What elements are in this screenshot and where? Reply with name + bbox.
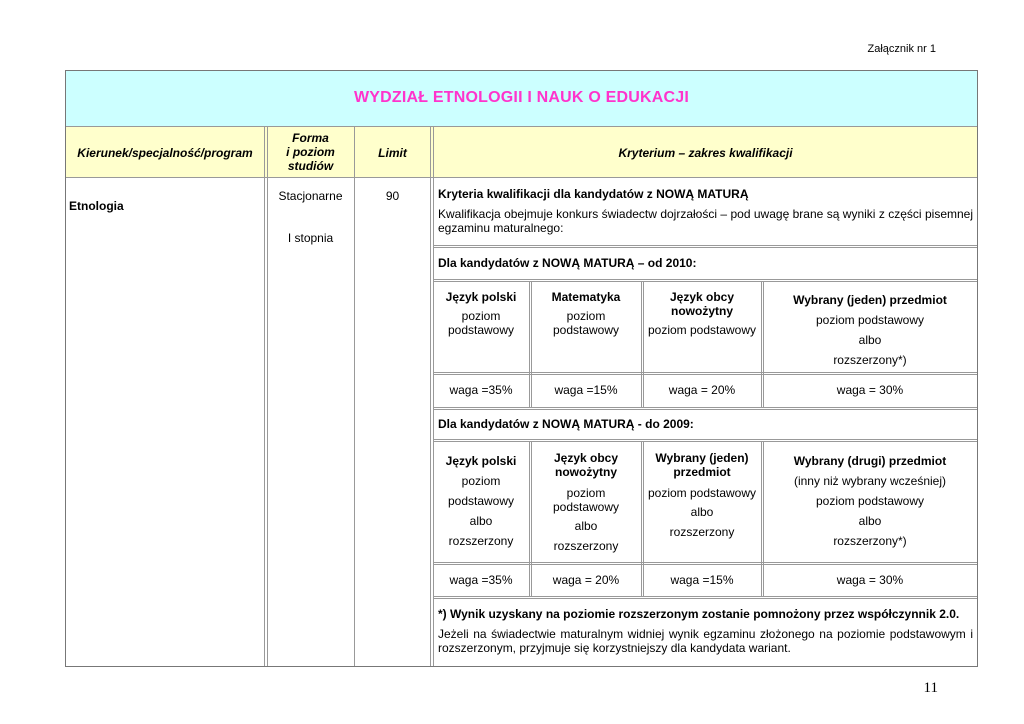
faculty-title: WYDZIAŁ ETNOLOGII I NAUK O EDUKACJI [354, 89, 689, 106]
header-form-line: Forma [292, 131, 329, 145]
subject-level: poziom [566, 309, 606, 323]
divider [433, 409, 977, 410]
divider [267, 127, 268, 666]
divider [430, 127, 431, 666]
subject-level: rozszerzony [448, 534, 514, 548]
divider [433, 247, 977, 248]
subject-level: poziom [461, 474, 501, 488]
divider [433, 245, 977, 246]
subject-name: Język polski [445, 290, 517, 304]
subject-name: przedmiot [673, 465, 731, 479]
divider [641, 281, 642, 407]
subject-name: Język polski [445, 454, 517, 468]
subject-name: nowożytny [671, 304, 733, 318]
subject-level: albo [858, 514, 882, 528]
divider [433, 564, 977, 565]
header-form-line: i poziom [286, 145, 335, 159]
subject-cell [763, 290, 977, 370]
section-2009-heading: Dla kandydatów z NOWĄ MATURĄ - do 2009: [438, 417, 694, 431]
weight-cell: waga = 20% [668, 383, 736, 397]
annex-label: Załącznik nr 1 [867, 43, 936, 55]
subject-level: albo [574, 519, 598, 533]
header-form-line: studiów [287, 159, 334, 173]
subject-name: Matematyka [551, 290, 621, 304]
note-text: Jeżeli na świadectwie maturalnym widniej wynik egzaminu złożonego na poziomie podstawowym i rozszerzonym, przyjmuje się korzystniejszy dla kandydata wariant. [438, 627, 973, 655]
page-number: 11 [923, 680, 938, 696]
subject-level: rozszerzony*) [833, 534, 907, 548]
subject-level: rozszerzony*) [833, 353, 907, 367]
header-program: Kierunek/specjalność/program [77, 146, 253, 160]
subject-name: Język obcy [553, 451, 619, 465]
weight-cell: waga = 30% [836, 383, 904, 397]
weight-cell: waga =15% [670, 573, 734, 587]
subject-name: Wybrany (drugi) przedmiot [793, 454, 947, 468]
subject-level: podstawowy [552, 323, 620, 337]
subject-cell [531, 290, 641, 337]
subject-cell [531, 451, 641, 553]
subject-name: Wybrany (jeden) przedmiot [793, 293, 947, 307]
subject-level: poziom podstawowy [647, 323, 757, 337]
subject-level: (inny niż wybrany wcześniej) [793, 474, 947, 488]
subject-level: poziom podstawowy [647, 486, 757, 500]
subject-level: podstawowy [552, 500, 620, 514]
subject-level: rozszerzony [669, 525, 735, 539]
divider [433, 279, 977, 280]
note-bold: *) Wynik uzyskany na poziomie rozszerzonym zostanie pomnożony przez współczynnik 2.0. [438, 607, 960, 621]
subject-name: Wybrany (jeden) [655, 451, 749, 465]
divider [433, 407, 977, 408]
divider [433, 562, 977, 563]
subject-level: poziom [461, 309, 501, 323]
header-form [267, 131, 354, 173]
subject-level: poziom [566, 486, 606, 500]
divider [529, 441, 530, 596]
subject-cell [433, 290, 529, 337]
subject-cell [643, 290, 761, 337]
weight-cell: waga =35% [449, 383, 513, 397]
subject-level: podstawowy [447, 494, 515, 508]
subject-cell [433, 451, 529, 551]
subject-cell [763, 451, 977, 551]
subject-level: albo [469, 514, 493, 528]
divider [641, 441, 642, 596]
divider [761, 281, 762, 407]
divider [433, 374, 977, 375]
subject-level: albo [858, 333, 882, 347]
program-name: Etnologia [69, 199, 124, 213]
header-limit: Limit [378, 146, 407, 160]
weight-cell: waga =15% [554, 383, 618, 397]
subject-level: albo [690, 505, 714, 519]
divider [264, 127, 265, 666]
divider [529, 281, 530, 407]
divider [354, 127, 355, 666]
subject-name: nowożytny [555, 465, 617, 479]
subject-level: podstawowy [447, 323, 515, 337]
divider [433, 441, 977, 442]
weight-cell: waga = 20% [552, 573, 620, 587]
divider [433, 372, 977, 373]
criteria-text: Kwalifikacja obejmuje konkurs świadectw dojrzałości – pod uwagę brane są wyniki z części pisemnej egzaminu maturalnego: [438, 207, 973, 235]
subject-level: poziom podstawowy [815, 313, 925, 327]
limit-value: 90 [385, 189, 400, 203]
weight-cell: waga = 30% [836, 573, 904, 587]
subject-level: poziom podstawowy [815, 494, 925, 508]
study-level: I stopnia [287, 231, 334, 245]
subject-name: Język obcy [669, 290, 735, 304]
subject-level: rozszerzony [553, 539, 619, 553]
header-criterion: Kryterium – zakres kwalifikacji [618, 146, 793, 160]
weight-cell: waga =35% [449, 573, 513, 587]
subject-cell [643, 451, 761, 539]
divider [761, 441, 762, 596]
study-form: Stacjonarne [278, 189, 343, 203]
section-2010-heading: Dla kandydatów z NOWĄ MATURĄ – od 2010: [438, 256, 697, 270]
divider [433, 596, 977, 597]
divider [433, 439, 977, 440]
divider [433, 281, 977, 282]
divider [433, 598, 977, 599]
criteria-title: Kryteria kwalifikacji dla kandydatów z NOWĄ MATURĄ [438, 187, 749, 201]
